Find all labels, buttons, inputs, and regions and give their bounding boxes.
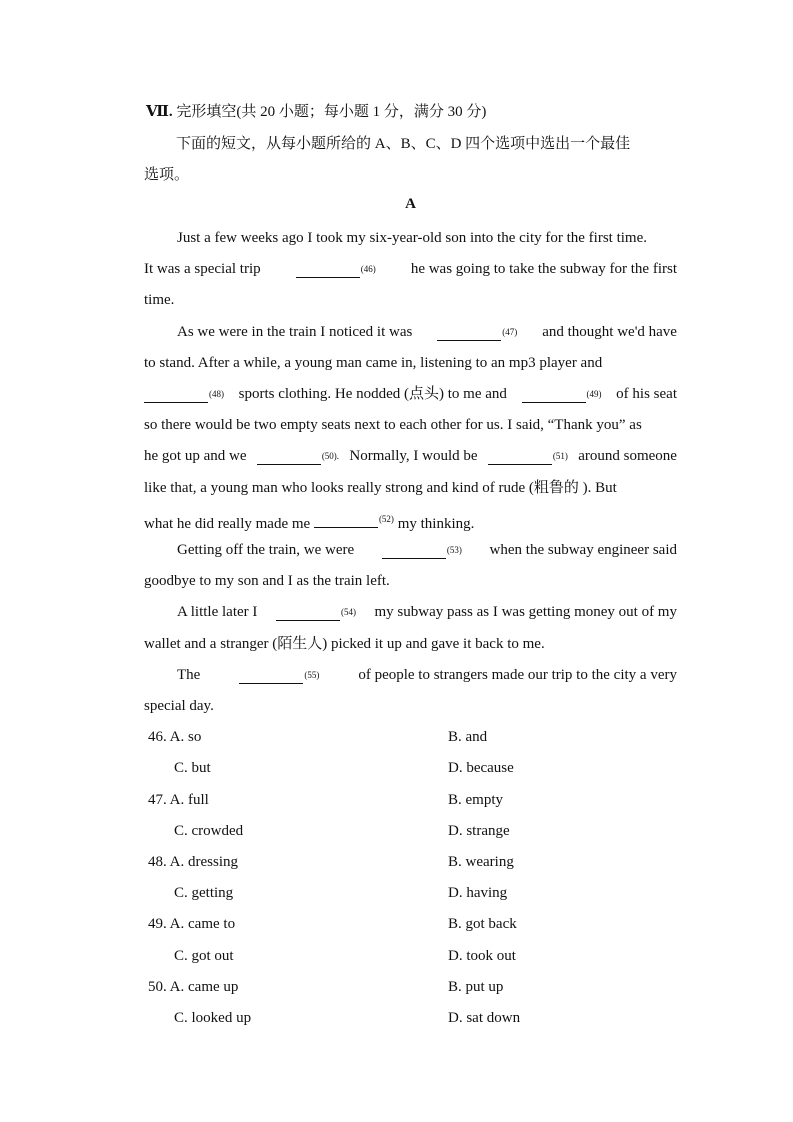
passage-line: time.	[144, 292, 175, 308]
passage-line	[177, 322, 677, 347]
option-c: C. crowded	[174, 823, 244, 839]
text-segment: Normally, I would be	[349, 448, 478, 464]
option-c: C. but	[174, 760, 211, 776]
text-segment: of his seat	[616, 386, 677, 402]
text-segment: when the subway engineer said	[489, 542, 677, 558]
option-b: B. empty	[448, 792, 503, 808]
passage-line	[177, 665, 677, 690]
passage-line	[144, 509, 474, 534]
passage-line: goodbye to my son and I as the train left.	[144, 573, 390, 589]
option-d: D. took out	[448, 948, 516, 964]
blank-number: (51)	[552, 451, 568, 461]
option-d: D. having	[448, 885, 508, 901]
text-segment: A little later I	[177, 604, 258, 620]
passage-line: special day.	[144, 698, 214, 714]
passage-line: to stand. After a while, a young man came in, listening to an mp3 player and	[144, 355, 603, 371]
text-segment: As we were in the train I noticed it was	[177, 324, 413, 340]
section-numeral: Ⅶ.	[146, 104, 173, 120]
passage-line	[177, 602, 677, 627]
blank-number: (48)	[209, 389, 224, 399]
blank-55	[239, 665, 319, 690]
text-segment: what he did really made me	[144, 516, 311, 532]
blank-50	[257, 446, 339, 471]
blank-49	[522, 384, 602, 409]
option-a: 48. A. dressing	[148, 854, 238, 870]
text-segment: It was a special trip	[144, 261, 261, 277]
passage-line	[144, 446, 677, 471]
text-segment: sports clothing. He nodded (点头) to me and	[238, 386, 507, 402]
option-c: C. getting	[174, 885, 234, 901]
passage-line: like that, a young man who looks really strong and kind of rude (粗鲁的 ). But	[144, 480, 617, 496]
text-segment: The	[177, 667, 201, 683]
section-heading	[146, 102, 486, 122]
blank-53	[382, 540, 462, 565]
option-b: B. wearing	[448, 854, 514, 870]
passage-line	[144, 384, 677, 409]
option-a: 49. A. came to	[148, 916, 236, 932]
instruction-line-2: 选项。	[144, 167, 190, 183]
text-segment: my thinking.	[397, 516, 475, 532]
passage-line: Just a few weeks ago I took my six-year-old son into the city for the first time.	[177, 230, 648, 246]
passage-line	[144, 259, 677, 284]
instruction-line-1: 下面的短文，从每小题所给的 A、B、C、D 四个选项中选出一个最佳	[176, 136, 631, 152]
blank-47	[437, 322, 517, 347]
option-d: D. strange	[448, 823, 510, 839]
text-segment: of people to strangers made our trip to the city a very	[358, 667, 677, 683]
option-d: D. because	[448, 760, 514, 776]
passage-line: wallet and a stranger (陌生人) picked it up and gave it back to me.	[144, 636, 545, 652]
blank-number: (52)	[378, 514, 394, 524]
blank-number: (54)	[340, 607, 356, 617]
text-segment: and thought we'd have	[542, 324, 677, 340]
option-b: B. put up	[448, 979, 504, 995]
blank-number: (47)	[502, 327, 518, 337]
option-d: D. sat down	[448, 1010, 521, 1026]
option-a: 50. A. came up	[148, 979, 239, 995]
option-a: 47. A. full	[148, 792, 209, 808]
blank-number: (53)	[446, 545, 462, 555]
text-segment: Getting off the train, we were	[177, 542, 355, 558]
blank-46	[296, 259, 376, 284]
blank-number: (49)	[586, 389, 602, 399]
text-segment: my subway pass as I was getting money out of my	[374, 604, 677, 620]
blank-48	[144, 384, 224, 409]
option-c: C. got out	[174, 948, 234, 964]
option-a: 46. A. so	[148, 729, 202, 745]
blank-number: (55)	[304, 670, 320, 680]
blank-52	[314, 516, 394, 532]
passage-label: A	[405, 196, 416, 212]
blank-54	[276, 602, 356, 627]
option-b: B. got back	[448, 916, 517, 932]
text-segment: around someone	[578, 448, 677, 464]
text-segment: he got up and we	[144, 448, 247, 464]
option-c: C. looked up	[174, 1010, 252, 1026]
passage-line: so there would be two empty seats next to each other for us. I said, “Thank you” as	[144, 417, 642, 433]
passage-line	[177, 540, 677, 565]
option-b: B. and	[448, 729, 488, 745]
blank-51	[488, 446, 568, 471]
blank-number: (46)	[360, 264, 376, 274]
section-title: 完形填空(共 20 小题；每小题 1 分，满分 30 分)	[176, 104, 487, 120]
text-segment: he was going to take the subway for the first	[410, 261, 677, 277]
blank-number: (50).	[321, 451, 340, 461]
